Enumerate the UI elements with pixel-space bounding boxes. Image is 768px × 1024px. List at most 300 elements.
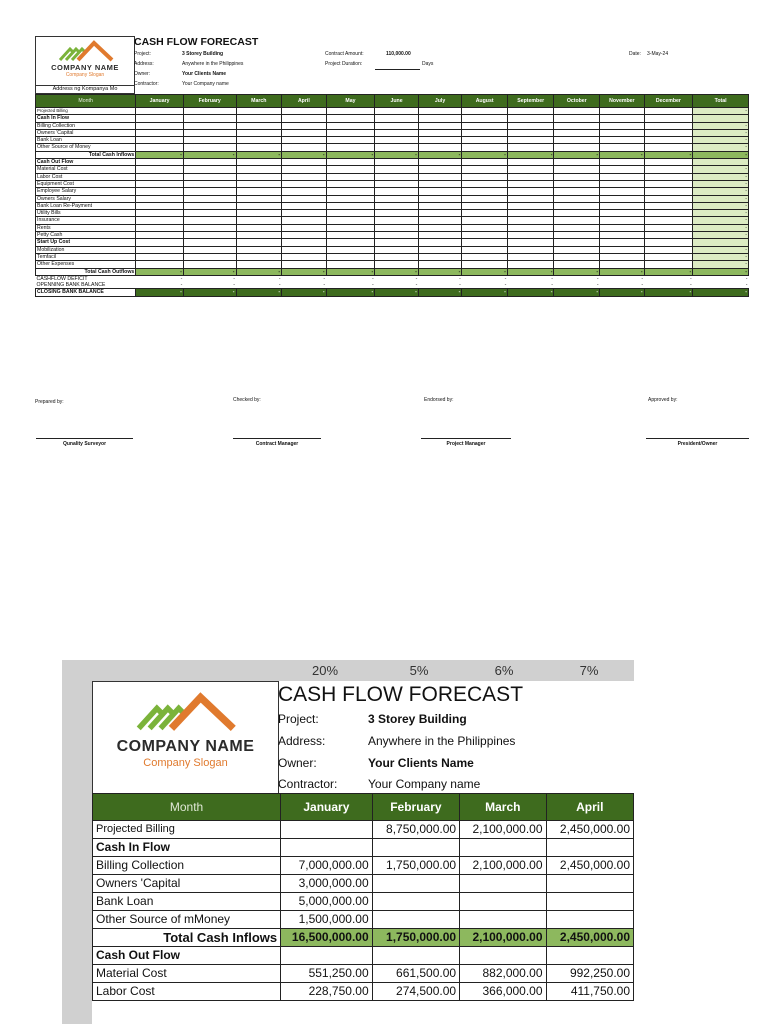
cell-january[interactable]: - [136,151,184,158]
cell-february[interactable] [183,210,236,217]
cell-august[interactable] [462,232,508,239]
cell-september[interactable] [507,224,554,231]
cell-july[interactable] [418,239,462,246]
cell-january[interactable]: - [136,289,184,296]
cell-april[interactable] [282,144,327,151]
cell-january[interactable] [136,180,184,187]
cell-january[interactable] [136,159,184,166]
cell-march[interactable] [236,122,282,129]
cell-september[interactable]: - [551,282,553,289]
cell-august[interactable] [462,137,508,144]
cell-december[interactable] [644,166,693,173]
cell-november[interactable] [600,217,645,224]
cell-august[interactable]: - [462,289,508,296]
zoom-cell-january[interactable]: 7,000,000.00 [281,857,373,875]
cell-may[interactable] [326,261,375,268]
cell-june[interactable] [375,188,419,195]
cell-january[interactable] [136,108,184,115]
cell-january[interactable] [136,253,184,260]
cell-january[interactable] [136,224,184,231]
cell-may[interactable] [326,173,375,180]
cell-february[interactable] [183,144,236,151]
zoom-cell-february[interactable]: 274,500.00 [372,983,459,1001]
zoom-cell-april[interactable]: 2,450,000.00 [546,929,633,947]
cell-august[interactable]: - [462,151,508,158]
cell-december[interactable] [644,115,693,122]
cell-april[interactable]: - [282,151,327,158]
cell-september[interactable] [507,144,554,151]
cell-february[interactable] [183,195,236,202]
cell-july[interactable] [418,137,462,144]
cell-february[interactable] [183,180,236,187]
cell-april[interactable] [282,246,327,253]
cell-october[interactable] [554,224,600,231]
zoom-cell-january[interactable] [281,947,373,965]
cell-september[interactable] [507,173,554,180]
cell-december[interactable] [644,253,693,260]
cell-october[interactable]: - [554,268,600,275]
cell-july[interactable] [418,195,462,202]
cell-march[interactable]: - [236,289,282,296]
zoom-cell-february[interactable]: 8,750,000.00 [372,821,459,839]
cell-march[interactable]: - [278,282,281,289]
zoom-cell-april[interactable] [546,947,633,965]
cell-december[interactable] [644,224,693,231]
cell-march[interactable] [236,210,282,217]
cell-june[interactable] [375,108,419,115]
cell-december[interactable]: - [689,282,692,289]
cell-february[interactable] [183,129,236,136]
cell-february[interactable] [183,246,236,253]
zoom-cell-february[interactable]: 1,750,000.00 [372,857,459,875]
cell-january[interactable] [136,144,184,151]
cell-january[interactable]: - [180,275,183,282]
cell-january[interactable] [136,210,184,217]
cell-may[interactable] [326,217,375,224]
cell-march[interactable]: - [236,151,282,158]
cell-march[interactable] [236,180,282,187]
zoom-cell-january[interactable]: 228,750.00 [281,983,373,1001]
cell-may[interactable] [326,210,375,217]
cell-may[interactable]: - [326,151,375,158]
cell-may[interactable]: - [326,289,375,296]
cell-august[interactable]: - [504,275,507,282]
cell-november[interactable] [600,261,645,268]
cell-december[interactable]: - [689,275,692,282]
cell-february[interactable]: - [183,289,236,296]
cell-august[interactable] [462,261,508,268]
cell-december[interactable]: - [644,268,693,275]
cell-february[interactable] [183,261,236,268]
cell-february[interactable]: - [233,282,236,289]
cell-april[interactable] [282,217,327,224]
cell-january[interactable] [136,166,184,173]
cell-october[interactable] [554,239,600,246]
cell-june[interactable] [375,180,419,187]
cell-may[interactable] [326,224,375,231]
cell-october[interactable] [554,180,600,187]
zoom-cell-april[interactable] [546,875,633,893]
cell-september[interactable] [507,253,554,260]
cell-march[interactable] [236,166,282,173]
cell-december[interactable] [644,202,693,209]
cell-november[interactable] [600,180,645,187]
cell-may[interactable] [326,188,375,195]
zoom-cell-january[interactable] [281,839,373,857]
cell-november[interactable] [600,144,645,151]
cell-july[interactable] [418,122,462,129]
cell-october[interactable] [554,232,600,239]
cell-july[interactable] [418,144,462,151]
cell-july[interactable] [418,188,462,195]
cell-october[interactable] [554,129,600,136]
cell-november[interactable] [600,188,645,195]
cell-july[interactable] [418,115,462,122]
cell-august[interactable] [462,122,508,129]
cell-july[interactable]: - [459,282,461,289]
cell-march[interactable] [236,115,282,122]
cell-october[interactable] [554,253,600,260]
cell-august[interactable] [462,180,508,187]
cell-november[interactable] [600,137,645,144]
cell-september[interactable] [507,137,554,144]
cell-may[interactable]: - [372,282,374,289]
zoom-cell-january[interactable]: 5,000,000.00 [281,893,373,911]
zoom-cell-march[interactable]: 366,000.00 [460,983,546,1001]
cell-may[interactable] [326,144,375,151]
zoom-cell-march[interactable] [460,839,546,857]
cell-october[interactable] [554,188,600,195]
cell-january[interactable] [136,239,184,246]
cell-june[interactable] [375,253,419,260]
cell-january[interactable] [136,261,184,268]
cell-january[interactable]: - [136,268,184,275]
cell-march[interactable] [236,246,282,253]
cell-december[interactable] [644,188,693,195]
cell-august[interactable] [462,173,508,180]
cell-june[interactable] [375,173,419,180]
cell-november[interactable] [600,232,645,239]
cell-november[interactable]: - [600,289,645,296]
zoom-cell-february[interactable] [372,875,459,893]
cell-july[interactable] [418,202,462,209]
cell-april[interactable] [282,115,327,122]
cell-june[interactable]: - [415,282,418,289]
cell-april[interactable]: - [323,275,326,282]
cell-july[interactable] [418,246,462,253]
cell-june[interactable]: - [375,151,419,158]
cell-march[interactable] [236,232,282,239]
cell-january[interactable] [136,115,184,122]
cell-september[interactable] [507,202,554,209]
zoom-cell-february[interactable]: 661,500.00 [372,965,459,983]
cell-september[interactable]: - [551,275,553,282]
cell-july[interactable] [418,166,462,173]
cell-april[interactable] [282,232,327,239]
cell-august[interactable] [462,108,508,115]
cell-december[interactable]: - [644,289,693,296]
cell-september[interactable] [507,210,554,217]
cell-march[interactable] [236,261,282,268]
cell-december[interactable] [644,239,693,246]
cell-august[interactable] [462,202,508,209]
cell-october[interactable] [554,195,600,202]
cell-november[interactable] [600,246,645,253]
cell-february[interactable] [183,122,236,129]
zoom-cell-march[interactable]: 2,100,000.00 [460,821,546,839]
zoom-cell-april[interactable]: 2,450,000.00 [546,857,633,875]
cell-january[interactable] [136,137,184,144]
cell-august[interactable] [462,246,508,253]
cell-october[interactable] [554,159,600,166]
cell-november[interactable] [600,129,645,136]
cell-december[interactable] [644,144,693,151]
cell-november[interactable] [600,159,645,166]
cell-april[interactable] [282,173,327,180]
cell-april[interactable] [282,129,327,136]
cell-november[interactable] [600,202,645,209]
zoom-cell-march[interactable] [460,911,546,929]
cell-november[interactable] [600,173,645,180]
cell-may[interactable] [326,166,375,173]
cell-august[interactable] [462,144,508,151]
cell-february[interactable]: - [233,275,236,282]
zoom-cell-january[interactable]: 551,250.00 [281,965,373,983]
zoom-cell-april[interactable]: 411,750.00 [546,983,633,1001]
cell-july[interactable] [418,253,462,260]
cell-july[interactable]: - [459,275,461,282]
cell-april[interactable] [282,137,327,144]
cell-august[interactable] [462,159,508,166]
cell-july[interactable] [418,224,462,231]
zoom-cell-april[interactable] [546,839,633,857]
cell-february[interactable] [183,108,236,115]
cell-july[interactable] [418,261,462,268]
cell-may[interactable] [326,232,375,239]
cell-november[interactable]: - [641,282,644,289]
zoom-cell-february[interactable] [372,947,459,965]
zoom-cell-january[interactable]: 1,500,000.00 [281,911,373,929]
cell-september[interactable] [507,180,554,187]
cell-december[interactable] [644,159,693,166]
cell-march[interactable] [236,137,282,144]
cell-march[interactable] [236,202,282,209]
cell-june[interactable] [375,239,419,246]
cell-december[interactable] [644,195,693,202]
cell-august[interactable] [462,224,508,231]
cell-september[interactable] [507,239,554,246]
cell-june[interactable] [375,129,419,136]
cell-may[interactable]: - [326,268,375,275]
cell-february[interactable] [183,166,236,173]
cell-june[interactable] [375,115,419,122]
cell-may[interactable] [326,239,375,246]
cell-march[interactable] [236,224,282,231]
cell-april[interactable] [282,210,327,217]
cell-june[interactable] [375,224,419,231]
zoom-cell-february[interactable] [372,911,459,929]
cell-november[interactable] [600,166,645,173]
cell-july[interactable] [418,129,462,136]
cell-april[interactable] [282,239,327,246]
cell-october[interactable] [554,173,600,180]
cell-march[interactable] [236,159,282,166]
cell-june[interactable] [375,202,419,209]
cell-november[interactable]: - [641,275,644,282]
cell-march[interactable]: - [278,275,281,282]
cell-october[interactable] [554,246,600,253]
cell-october[interactable]: - [554,289,600,296]
cell-january[interactable] [136,188,184,195]
cell-september[interactable] [507,217,554,224]
cell-august[interactable]: - [504,282,507,289]
zoom-cell-march[interactable]: 2,100,000.00 [460,857,546,875]
cell-february[interactable] [183,224,236,231]
cell-june[interactable]: - [415,275,418,282]
cell-october[interactable] [554,137,600,144]
cell-june[interactable] [375,159,419,166]
cell-december[interactable] [644,217,693,224]
cell-august[interactable] [462,195,508,202]
cell-may[interactable]: - [372,275,374,282]
cell-january[interactable] [136,246,184,253]
cell-august[interactable] [462,210,508,217]
cell-september[interactable] [507,115,554,122]
zoom-cell-march[interactable]: 2,100,000.00 [460,929,546,947]
cell-september[interactable] [507,108,554,115]
cell-november[interactable] [600,239,645,246]
cell-june[interactable] [375,166,419,173]
cell-may[interactable] [326,115,375,122]
cell-october[interactable]: - [596,275,599,282]
cell-april[interactable]: - [323,282,326,289]
cell-december[interactable] [644,261,693,268]
cell-april[interactable] [282,188,327,195]
cell-march[interactable] [236,253,282,260]
cell-december[interactable] [644,180,693,187]
cell-march[interactable]: - [236,268,282,275]
cell-april[interactable] [282,166,327,173]
cell-march[interactable] [236,144,282,151]
cell-july[interactable] [418,217,462,224]
cell-may[interactable] [326,129,375,136]
cell-april[interactable] [282,180,327,187]
cell-december[interactable] [644,108,693,115]
zoom-cell-april[interactable]: 2,450,000.00 [546,821,633,839]
cell-june[interactable] [375,232,419,239]
cell-february[interactable] [183,239,236,246]
cell-april[interactable]: - [282,289,327,296]
cell-december[interactable] [644,137,693,144]
cell-july[interactable] [418,210,462,217]
cell-november[interactable]: - [600,268,645,275]
zoom-cell-march[interactable] [460,875,546,893]
cell-april[interactable] [282,159,327,166]
cell-january[interactable] [136,173,184,180]
cell-june[interactable] [375,261,419,268]
zoom-cell-march[interactable] [460,947,546,965]
cell-april[interactable] [282,224,327,231]
zoom-cell-april[interactable] [546,893,633,911]
cell-january[interactable] [136,122,184,129]
cell-june[interactable] [375,137,419,144]
cell-august[interactable] [462,129,508,136]
cell-june[interactable] [375,217,419,224]
cell-june[interactable]: - [375,289,419,296]
cell-april[interactable] [282,108,327,115]
cell-july[interactable] [418,173,462,180]
zoom-cell-january[interactable] [281,821,373,839]
cell-october[interactable] [554,166,600,173]
cell-december[interactable]: - [644,151,693,158]
cell-november[interactable] [600,122,645,129]
cell-september[interactable] [507,195,554,202]
zoom-cell-march[interactable]: 882,000.00 [460,965,546,983]
cell-september[interactable] [507,232,554,239]
cell-march[interactable] [236,173,282,180]
cell-september[interactable]: - [507,151,554,158]
cell-july[interactable] [418,232,462,239]
zoom-cell-february[interactable] [372,893,459,911]
cell-october[interactable]: - [554,151,600,158]
cell-october[interactable] [554,210,600,217]
cell-april[interactable] [282,122,327,129]
zoom-cell-march[interactable] [460,893,546,911]
cell-march[interactable] [236,239,282,246]
cell-february[interactable] [183,202,236,209]
cell-september[interactable]: - [507,289,554,296]
cell-february[interactable] [183,188,236,195]
cell-february[interactable]: - [183,268,236,275]
cell-october[interactable] [554,261,600,268]
cell-july[interactable] [418,159,462,166]
cell-february[interactable] [183,137,236,144]
cell-may[interactable] [326,246,375,253]
cell-october[interactable] [554,217,600,224]
cell-january[interactable] [136,232,184,239]
cell-may[interactable] [326,195,375,202]
zoom-cell-april[interactable] [546,911,633,929]
cell-june[interactable] [375,122,419,129]
cell-july[interactable]: - [418,268,462,275]
cell-may[interactable] [326,159,375,166]
cell-december[interactable] [644,122,693,129]
cell-february[interactable] [183,115,236,122]
cell-january[interactable] [136,129,184,136]
cell-july[interactable]: - [418,151,462,158]
cell-april[interactable] [282,202,327,209]
cell-may[interactable] [326,108,375,115]
cell-december[interactable] [644,232,693,239]
cell-june[interactable] [375,246,419,253]
cell-october[interactable]: - [596,282,599,289]
cell-march[interactable] [236,217,282,224]
cell-february[interactable]: - [183,151,236,158]
cell-august[interactable]: - [462,268,508,275]
cell-may[interactable] [326,253,375,260]
cell-november[interactable] [600,108,645,115]
cell-august[interactable] [462,253,508,260]
cell-april[interactable] [282,195,327,202]
cell-june[interactable] [375,195,419,202]
zoom-cell-january[interactable]: 3,000,000.00 [281,875,373,893]
cell-february[interactable] [183,232,236,239]
cell-january[interactable] [136,217,184,224]
cell-april[interactable] [282,261,327,268]
cell-november[interactable] [600,224,645,231]
cell-august[interactable] [462,115,508,122]
cell-march[interactable] [236,108,282,115]
